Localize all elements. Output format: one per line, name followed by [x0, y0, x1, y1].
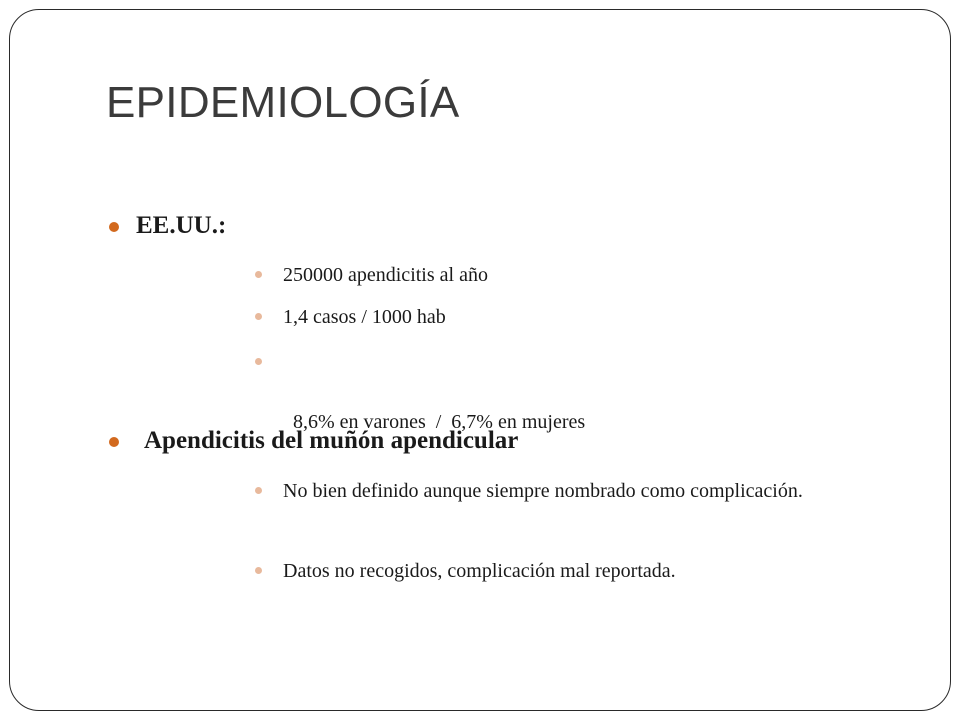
- list-item: [283, 347, 585, 437]
- list-item-text: 8,6% en varones / 6,7% en mujeres: [293, 411, 586, 433]
- bullet-icon: [255, 358, 262, 365]
- list-item-text: No bien definido aunque siempre nombrado como complicación.: [283, 480, 803, 502]
- section-heading-usa: [136, 212, 226, 240]
- bullet-icon: [255, 567, 262, 574]
- bullet-icon: [109, 437, 119, 447]
- bullet-icon: [255, 313, 262, 320]
- list-item: [283, 556, 676, 586]
- list-item-text: 250000 apendicitis al año: [283, 264, 488, 286]
- section-heading-stump-appendicitis: [144, 427, 518, 455]
- section-heading-label: EE.UU.:: [136, 212, 227, 239]
- slide-title: EPIDEMIOLOGÍA: [106, 78, 460, 127]
- bullet-icon: [255, 271, 262, 278]
- list-item: [283, 260, 488, 290]
- list-item-text: Datos no recogidos, complicación mal reportada.: [283, 560, 676, 582]
- bullet-icon: [255, 487, 262, 494]
- list-item-text: 1,4 casos / 1000 hab: [283, 306, 446, 328]
- list-item: [283, 302, 446, 332]
- bullet-icon: [109, 222, 119, 232]
- list-item: [283, 476, 883, 506]
- section-heading-label: Apendicitis del muñón apendicular: [144, 427, 519, 454]
